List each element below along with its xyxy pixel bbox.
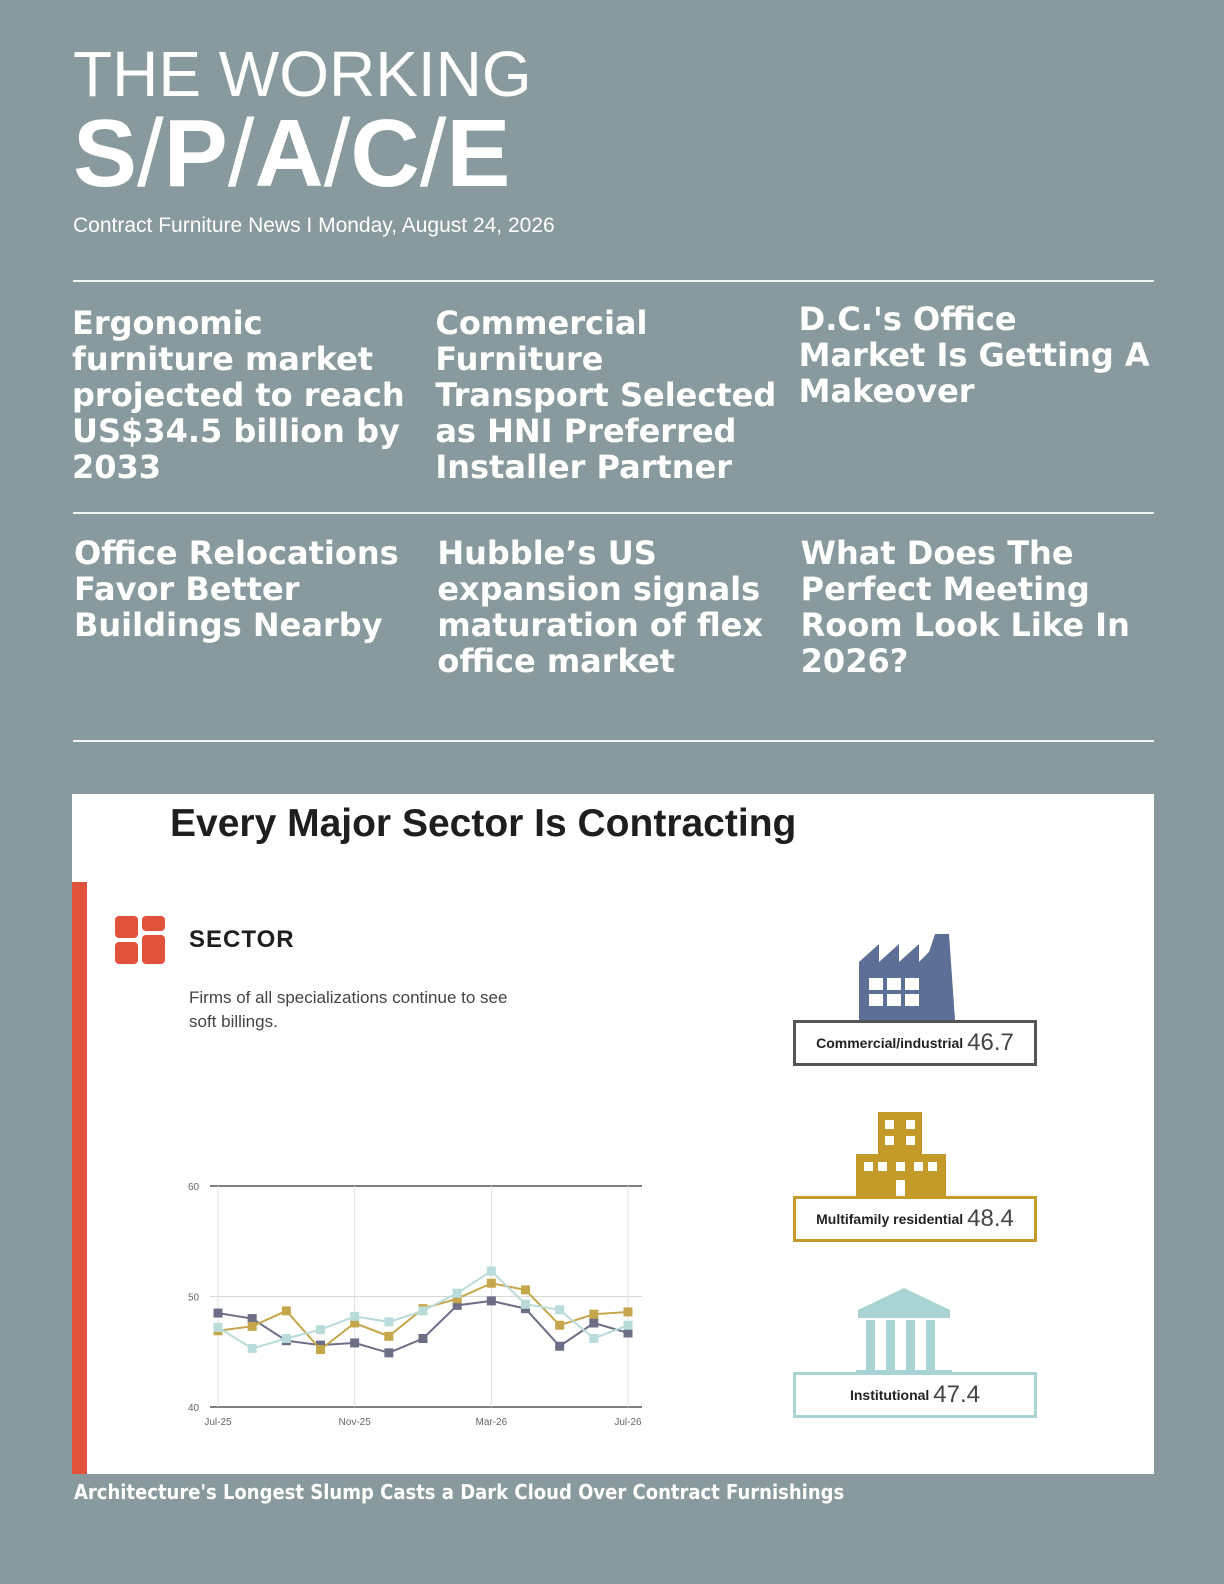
data-point (487, 1296, 496, 1305)
masthead-slash: / (323, 100, 351, 207)
sector-name: Institutional (849, 1387, 930, 1403)
accent-bar (72, 882, 87, 1474)
data-point (384, 1332, 393, 1341)
masthead-letter: P (163, 100, 228, 207)
masthead (73, 38, 555, 238)
data-point (624, 1328, 633, 1337)
masthead-top-line: THE WORKING (73, 38, 532, 110)
data-point (555, 1342, 564, 1351)
line-chart (172, 1174, 662, 1444)
sector-box-commercial (793, 1020, 1037, 1066)
sector-name: Commercial/industrial (816, 1035, 964, 1051)
headline-row (74, 535, 1164, 679)
data-point (316, 1325, 325, 1334)
sector-value: 46.7 (967, 1029, 1014, 1056)
y-tick-label: 40 (188, 1403, 200, 1414)
factory-icon (857, 932, 957, 1022)
data-point (316, 1345, 325, 1354)
headline-row (72, 300, 1162, 486)
headline-link[interactable]: Hubble’s US expansion signals maturation of flex office market (437, 534, 763, 680)
apartment-building-icon (856, 1112, 946, 1196)
data-point (555, 1321, 564, 1330)
data-point (282, 1306, 291, 1315)
data-point (521, 1300, 530, 1309)
data-point (350, 1338, 359, 1347)
feature-title: Every Major Sector Is Contracting (170, 802, 797, 845)
data-point (248, 1322, 257, 1331)
masthead-slash: / (137, 100, 164, 207)
columned-building-icon (854, 1286, 954, 1378)
data-point (589, 1334, 598, 1343)
x-tick-label: Nov-25 (338, 1417, 371, 1428)
data-point (521, 1285, 530, 1294)
headline-link[interactable]: D.C.'s Office Market Is Getting A Makeover (798, 300, 1150, 410)
masthead-title (73, 100, 555, 207)
data-point (214, 1323, 223, 1332)
data-point (453, 1289, 462, 1298)
data-point (487, 1279, 496, 1288)
headline-link[interactable]: Commercial Furniture Transport Selected as HNI Preferred Installer Partner (435, 304, 777, 486)
masthead-slash: / (419, 100, 447, 207)
data-point (282, 1334, 291, 1343)
data-point (555, 1305, 564, 1314)
headline-link[interactable]: What Does The Perfect Meeting Room Look Like In 2026? (800, 534, 1130, 680)
data-point (248, 1344, 257, 1353)
divider (73, 740, 1154, 742)
data-point (214, 1309, 223, 1318)
data-point (248, 1314, 257, 1323)
divider (73, 512, 1154, 514)
data-point (384, 1317, 393, 1326)
headline-link[interactable]: Office Relocations Favor Better Buildings Nearby (74, 534, 399, 644)
data-point (384, 1348, 393, 1357)
section-description: Firms of all specializations continue to see soft billings. (189, 988, 508, 1031)
sector-value: 48.4 (967, 1205, 1014, 1232)
data-point (589, 1310, 598, 1319)
data-point (589, 1319, 598, 1328)
divider (73, 280, 1154, 282)
masthead-letter: E (446, 100, 511, 207)
data-point (624, 1321, 633, 1330)
sector-box-institutional (793, 1372, 1037, 1418)
data-point (350, 1312, 359, 1321)
y-tick-label: 60 (188, 1182, 200, 1193)
data-point (419, 1334, 428, 1343)
data-point (487, 1267, 496, 1276)
sector-grid-icon (115, 916, 167, 968)
x-tick-label: Mar-26 (475, 1417, 508, 1428)
x-tick-label: Jul-26 (614, 1417, 642, 1428)
headline-link[interactable]: Ergonomic furniture market projected to reach US$34.5 billion by 2033 (72, 304, 405, 486)
data-point (624, 1307, 633, 1316)
data-point (419, 1306, 428, 1315)
feature-image[interactable] (72, 794, 1154, 1474)
feature-caption[interactable]: Architecture's Longest Slump Casts a Dark Cloud Over Contract Furnishings (74, 1480, 845, 1504)
sector-value: 47.4 (933, 1381, 981, 1408)
masthead-slash: / (227, 100, 255, 207)
dateline: Contract Furniture News I Monday, August 24, 2026 (73, 214, 555, 237)
masthead-letter: A (254, 100, 324, 207)
masthead-letter: C (350, 100, 420, 207)
sector-box-multifamily (793, 1196, 1037, 1242)
sector-name: Multifamily residential (816, 1211, 964, 1227)
y-tick-label: 50 (188, 1292, 200, 1304)
section-label: SECTOR (189, 926, 295, 953)
masthead-letter: S (73, 100, 138, 207)
x-tick-label: Jul-25 (204, 1417, 232, 1428)
